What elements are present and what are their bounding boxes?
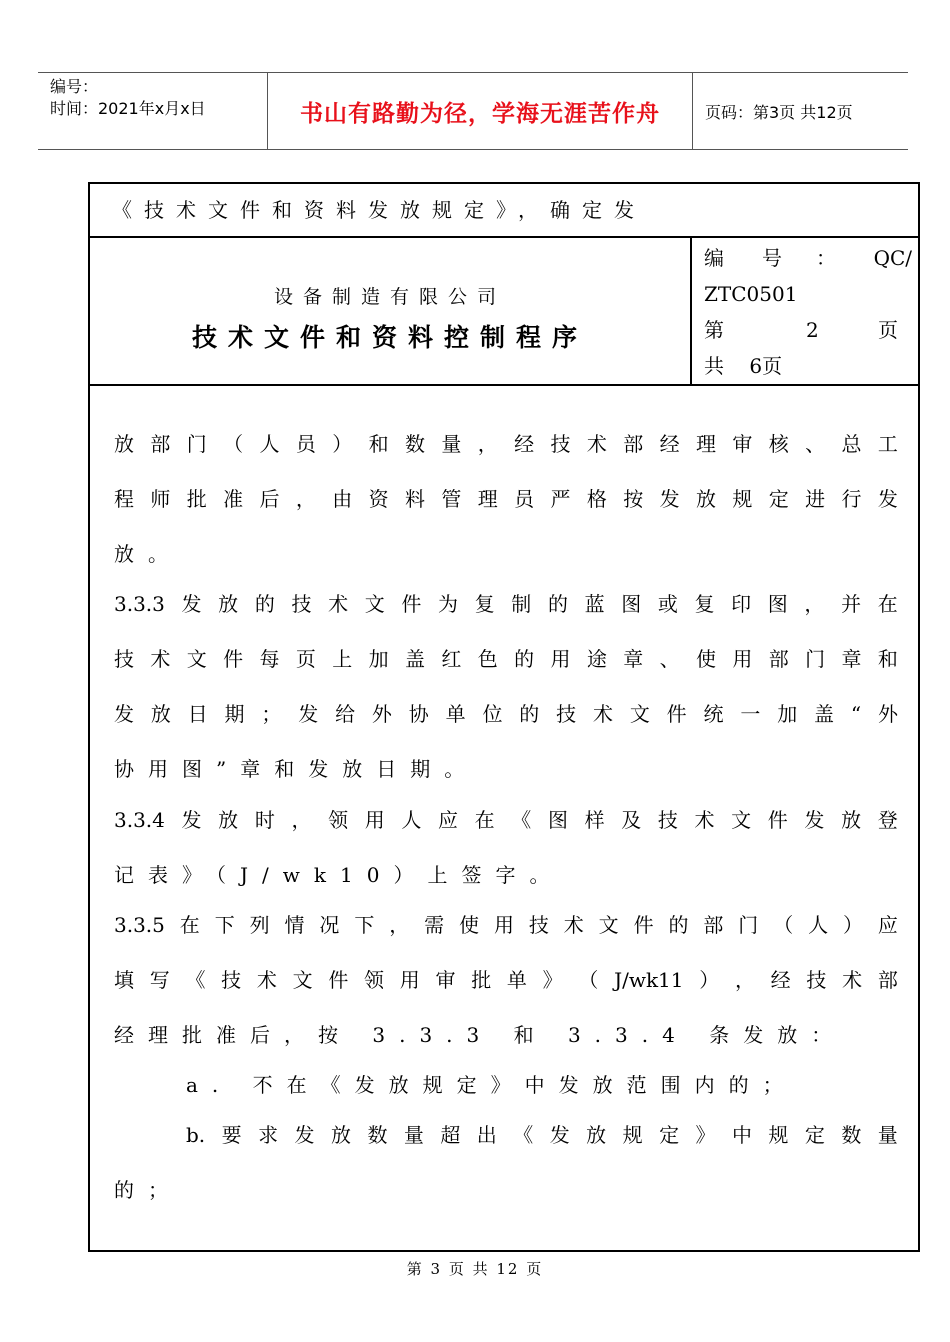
code-value-line	[704, 276, 912, 312]
body-line-2: 程 师 批 准 后 ， 由 资 料 管 理 员 严 格 按 发 放 规 定 进 行 发	[114, 487, 898, 511]
code-line	[704, 240, 912, 276]
code-value-part2: ZTC0501	[704, 282, 798, 306]
body-line-13: a. 不在《发放规定》中发放范围内的；	[186, 1073, 797, 1097]
header-meta	[50, 76, 206, 120]
page-line	[704, 312, 912, 348]
body-line-7: 协用图”章和发放日期。	[114, 757, 479, 781]
header-motto: 书山有路勤为径，学海无涯苦作舟	[300, 100, 660, 127]
body-line-6: 发 放 日 期 ； 发 给 外 协 单 位 的 技 术 文 件 统 一 加 盖 “ 外	[114, 702, 898, 726]
company-name: 设备制造有限公司	[273, 286, 506, 308]
document-frame	[88, 182, 920, 1252]
document-title: 技术文件和资料控制程序	[191, 323, 588, 352]
header-divider-right	[692, 72, 693, 150]
body-line-1: 放 部 门 （ 人 员 ） 和 数 量 ， 经 技 术 部 经 理 审 核 、 总 工	[114, 432, 898, 456]
body-line-4: 3.3.3 发 放 的 技 术 文 件 为 复 制 的 蓝 图 或 复 印 图 ， 并 在	[114, 592, 898, 616]
distribution-text: 《技术文件和资料发放规定》，确定发	[112, 198, 646, 222]
number-label: 编号：	[50, 77, 99, 96]
code-value-part1: QC/	[873, 246, 912, 270]
title-cell	[90, 238, 692, 384]
total-pages: 共 6页	[704, 354, 783, 378]
body-line-3: 放。	[114, 542, 182, 566]
page-unit: 页	[878, 318, 898, 342]
distribution-row	[90, 184, 918, 238]
body-line-11: 填 写 《 技 术 文 件 领 用 审 批 单 》 （ J/wk11 ） ， 经 技 术 部	[114, 968, 898, 992]
code-colon: ：	[816, 246, 836, 270]
body-line-5: 技 术 文 件 每 页 上 加 盖 红 色 的 用 途 章 、 使 用 部 门 章 和	[114, 647, 898, 671]
page-number: 2	[806, 318, 819, 342]
code-label-2: 号	[762, 246, 782, 270]
body-line-10: 3.3.5 在 下 列 情 况 下 ， 需 使 用 技 术 文 件 的 部 门 （ 人 ） 应	[114, 913, 898, 937]
header-page-info: 页码：第3页 共12页	[705, 102, 853, 122]
code-label: 编	[704, 246, 724, 270]
body-line-15: 的；	[114, 1178, 182, 1202]
page-label: 第	[704, 318, 724, 342]
body-line-8: 3.3.4 发 放 时 ， 领 用 人 应 在 《 图 样 及 技 术 文 件 发 放 登	[114, 808, 898, 832]
title-block	[90, 238, 918, 386]
body-line-14: b. 要 求 发 放 数 量 超 出 《 发 放 规 定 》 中 规 定 数 量	[186, 1123, 898, 1147]
body-line-12: 经理批准后，按 3.3.3 和 3.3.4 条发放：	[114, 1023, 846, 1047]
time-label: 时间：2021年x月x日	[50, 99, 206, 118]
body-line-9: 记表》（J/wk10）上签字。	[114, 863, 564, 887]
running-header	[38, 72, 908, 150]
page-footer: 第 3 页 共 12 页	[406, 1260, 544, 1278]
